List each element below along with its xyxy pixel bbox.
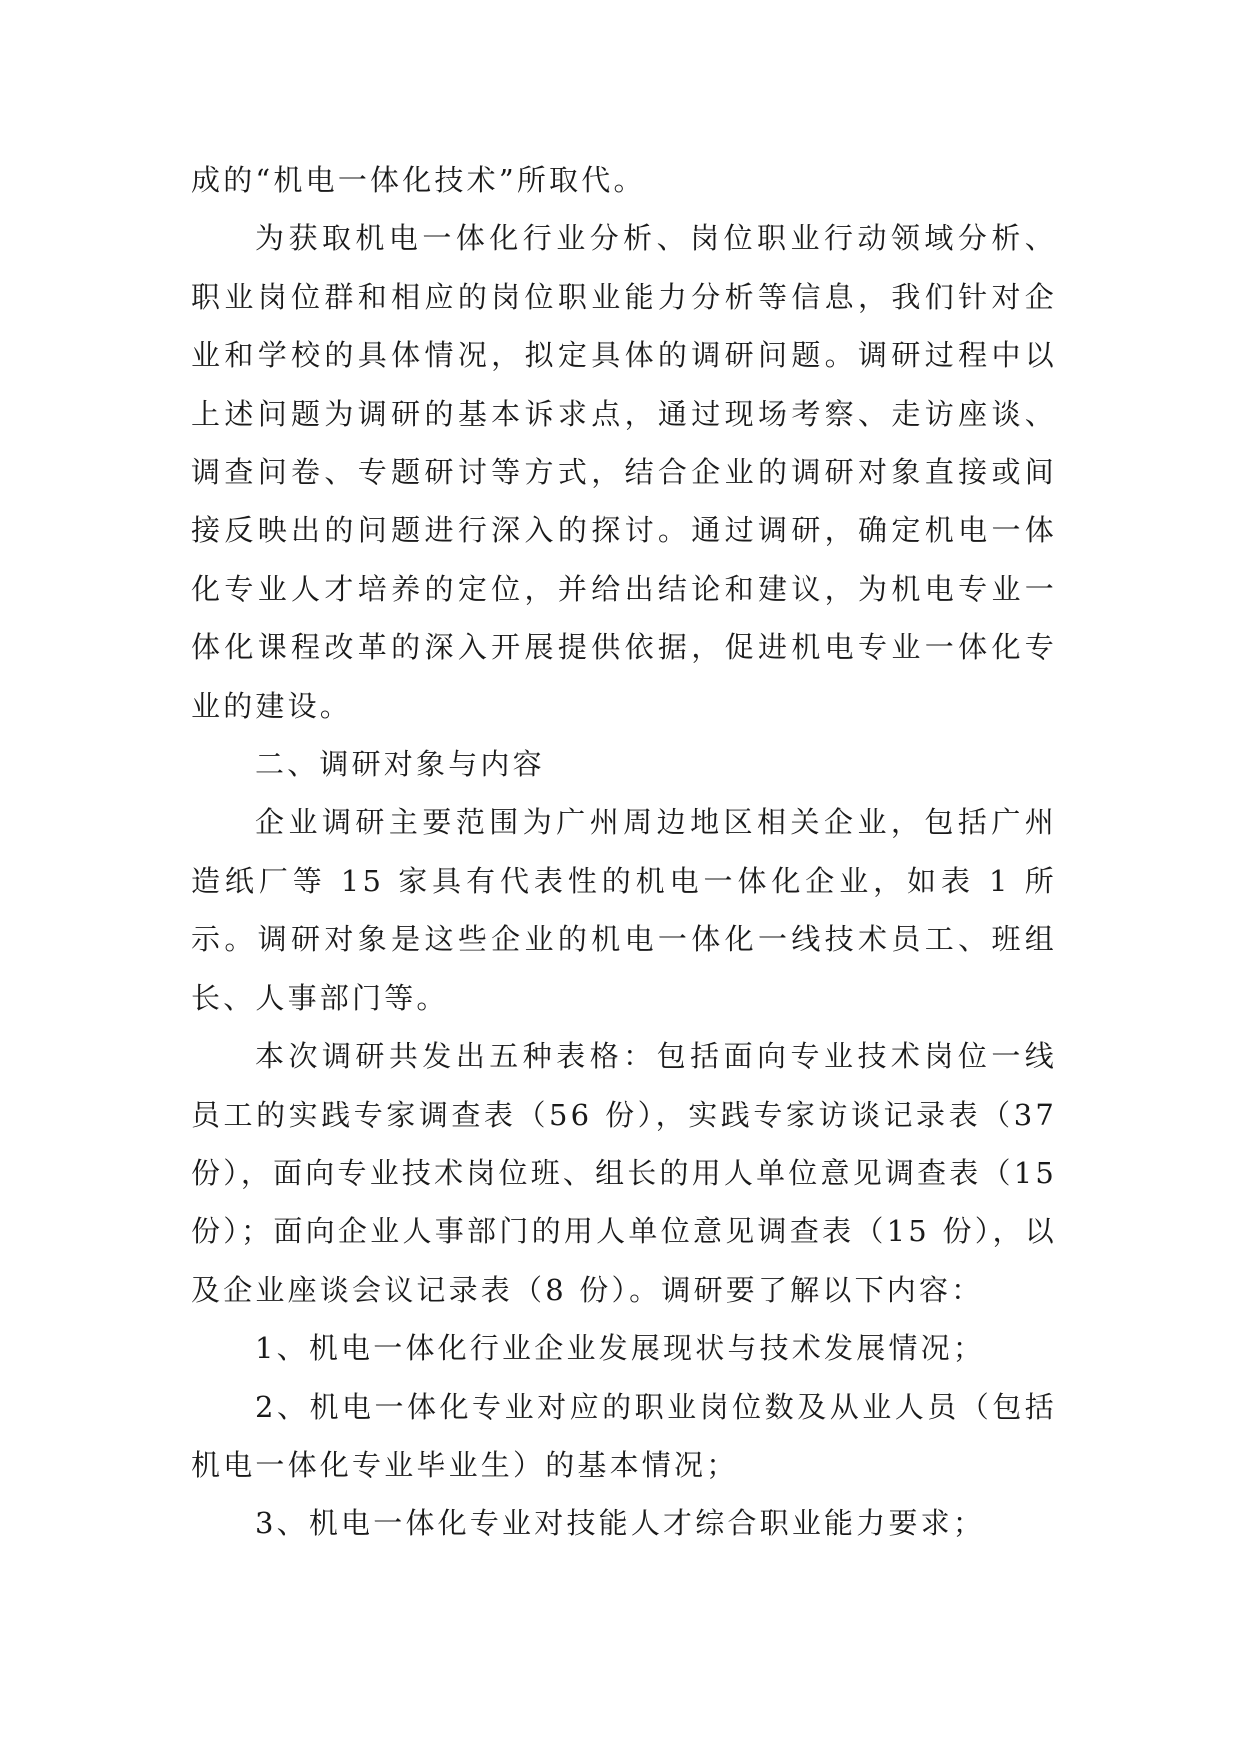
list-item-2: 2、机电一体化专业对应的职业岗位数及从业人员（包括机电一体化专业毕业生）的基本情况； [191, 1389, 1057, 1482]
paragraph-survey-forms: 本次调研共发出五种表格：包括面向专业技术岗位一线员工的实践专家调查表（56 份），实践专家访谈记录表（37份），面向专业技术岗位班、组长的用人单位意见调查表（15份）；面向企业人事部门的用人单位意见调查表（15 份），以及企业座谈会议记录表（8 份）。调研要了解以下内容： [191, 1039, 1058, 1307]
list-item-3: 3、机电一体化专业对技能人才综合职业能力要求； [255, 1506, 986, 1541]
paragraph-continuation: 成的“机电一体化技术”所取代。 [191, 163, 646, 197]
section-heading: 二、调研对象与内容 [255, 747, 545, 782]
paragraph-survey-purpose: 为获取机电一体化行业分析、岗位职业行动领域分析、职业岗位群和相应的岗位职业能力分析等信息，我们针对企业和学校的具体情况，拟定具体的调研问题。调研过程中以上述问题为调研的基本诉求点，通过现场考察、走访座谈、调查问卷、专题研讨等方式，结合企业的调研对象直接或间接反映出的问题进行深入的探讨。通过调研，确定机电一体化专业人才培养的定位，并给出结论和建议，为机电专业一体化课程改革的深入开展提供依据，促进机电专业一体化专业的建设。 [191, 221, 1057, 723]
body-text [191, 151, 1057, 1553]
paragraph-survey-scope: 企业调研主要范围为广州周边地区相关企业，包括广州造纸厂等 15 家具有代表性的机电一体化企业，如表 1 所示。调研对象是这些企业的机电一体化一线技术员工、班组长、人事部门等。 [191, 805, 1057, 1015]
list-item-1: 1、机电一体化行业企业发展现状与技术发展情况； [255, 1331, 986, 1366]
